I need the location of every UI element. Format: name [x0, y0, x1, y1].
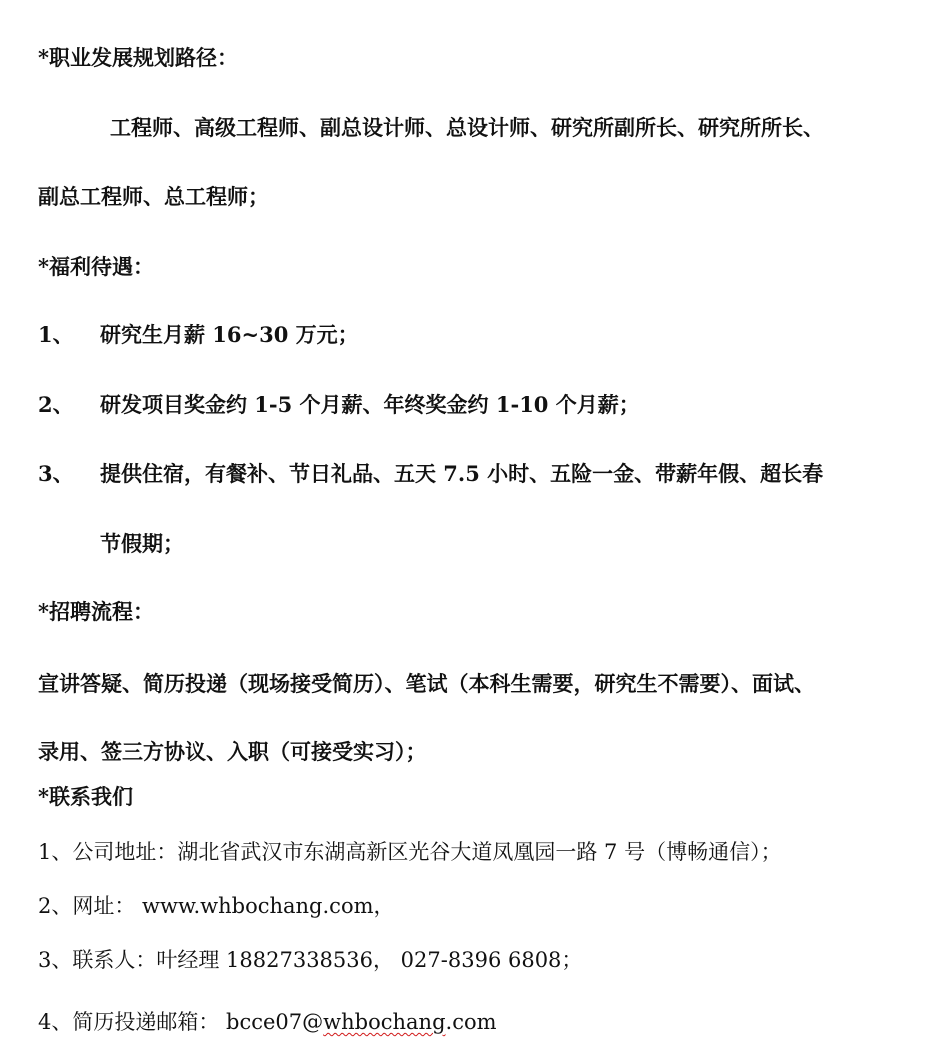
benefit-item-2-number: 2、: [38, 392, 74, 417]
process-heading: *招聘流程：: [38, 599, 154, 624]
email-domain: whbochang: [323, 1010, 446, 1034]
contact-address: 1、公司地址：湖北省武汉市东湖高新区光谷大道凤凰园一路 7 号（博畅通信）；: [38, 840, 782, 864]
email-tld: .com: [445, 1010, 497, 1034]
benefit-item-2-text: 研发项目奖金约 1-5 个月薪、年终奖金约 1-10 个月薪；: [100, 392, 640, 417]
benefit-item-3-text: 提供住宿，有餐补、节日礼品、五天 7.5 小时、五险一金、带薪年假、超长春: [100, 461, 824, 486]
process-line-2: 录用、签三方协议、入职（可接受实习）；: [38, 739, 427, 764]
benefit-item-1-number: 1、: [38, 322, 74, 347]
benefits-heading: *福利待遇：: [38, 254, 154, 279]
contact-email: [38, 1008, 497, 1036]
process-line-1: 宣讲答疑、简历投递（现场接受简历）、笔试（本科生需要，研究生不需要）、面试、: [38, 671, 815, 696]
career-path-line-1: 工程师、高级工程师、副总设计师、总设计师、研究所副所长、研究所所长、: [110, 115, 824, 140]
contact-website: 2、网址： www.whbochang.com，: [38, 894, 395, 918]
career-path-line-2: 副总工程师、总工程师；: [38, 184, 269, 209]
benefit-item-1-text: 研究生月薪 16~30 万元；: [100, 322, 359, 347]
benefit-item-3-continuation: 节假期；: [100, 531, 184, 556]
benefit-item-3-number: 3、: [38, 461, 74, 486]
email-label: 4、简历投递邮箱： bcce07@: [38, 1010, 324, 1034]
contact-heading: *联系我们: [38, 784, 133, 809]
contact-phone: 3、联系人：叶经理 18827338536， 027-8396 6808；: [38, 948, 583, 972]
career-heading: *职业发展规划路径：: [38, 45, 238, 70]
